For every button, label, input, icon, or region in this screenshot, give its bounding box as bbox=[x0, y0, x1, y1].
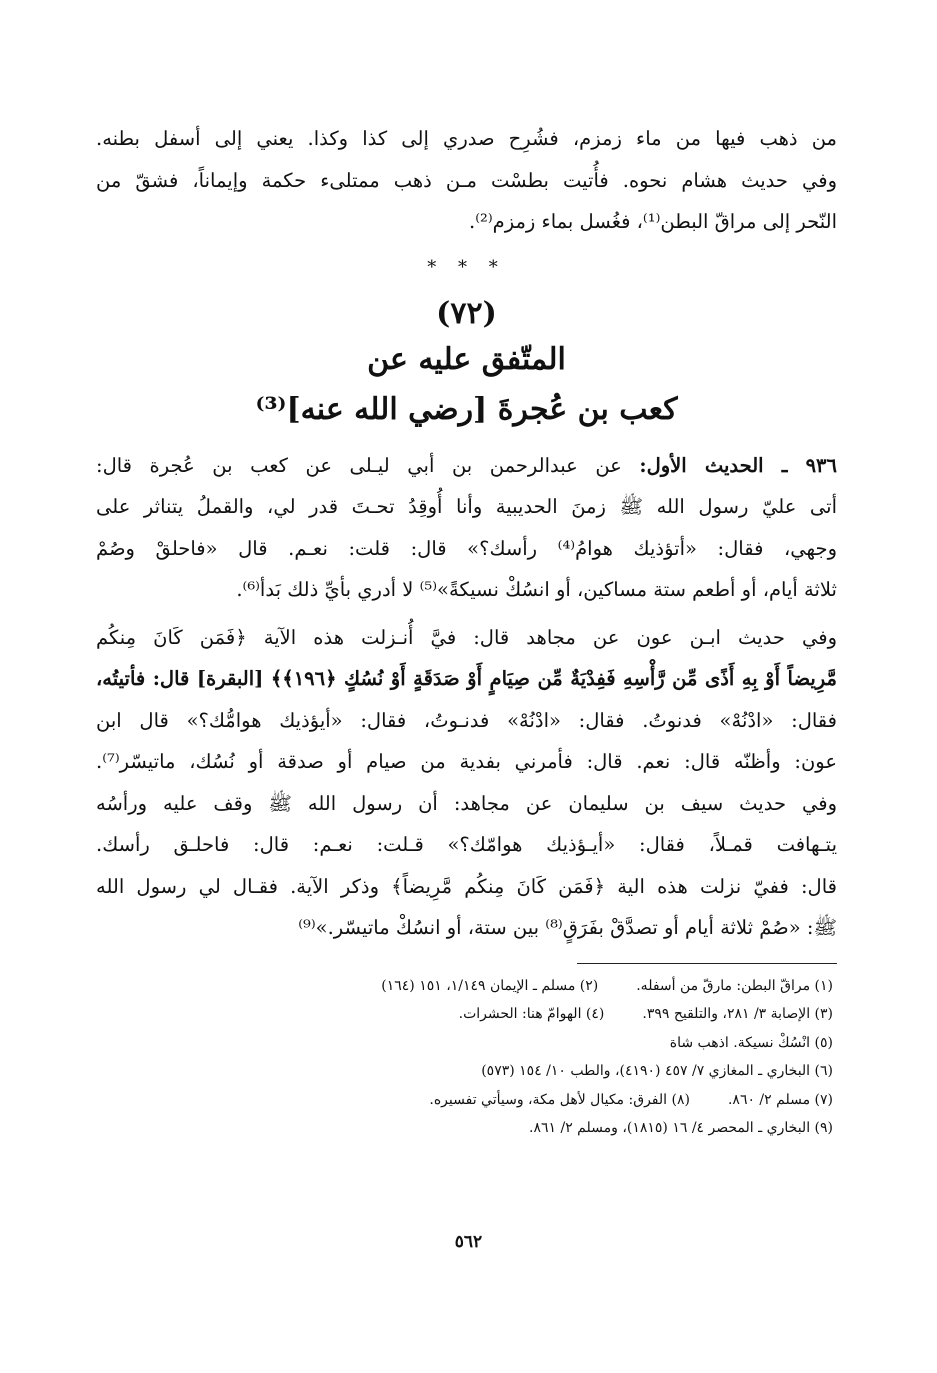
footnote: (٢) مسلم ـ الإيمان ١/١٤٩، ١٥١ (١٦٤) bbox=[381, 977, 599, 994]
intro-line: النّحر إلى مراقّ البطن⁽¹⁾، فغُسل بماء زمزم⁽²⁾. bbox=[469, 210, 837, 233]
footnote-row bbox=[96, 1000, 837, 1029]
hadith-line: وجهي، فقال: «أتؤذيك هوامُ⁽⁴⁾ رأسك؟» قال: قلت: نعـم. قال «فاحلقْ وصُمْ bbox=[96, 536, 837, 560]
intro-line: وفي حديث هشام نحوه. فأُتيت بطسْت مـن ذهب ممتلىء حكمة وإيماناً، فشقّ من bbox=[96, 168, 837, 192]
footnote: (٦) البخاري ـ المغازي ٧/ ٤٥٧ (٤١٩٠)، والطب ١٠/ ١٥٤ (٥٧٣) bbox=[481, 1063, 833, 1079]
intro-line: من ذهب فيها من ماء زمزم، فشُرِح صدري إلى كذا وكذا. يعني إلى أسفل بطنه. bbox=[96, 127, 837, 150]
footnote-divider bbox=[577, 963, 837, 964]
footnote: (١) مراقّ البطن: مارقّ من أسفله. bbox=[636, 977, 833, 994]
hadith-line: أتى عليّ رسول الله ﷺ زمنَ الحديبية وأنا أُوقِدُ تحـتَ قدر لي، والقملُ يتناثر على bbox=[96, 495, 837, 518]
narration-line: وفي حديث سيف بن سليمان عن مجاهد: أن رسول الله ﷺ وقف عليه ورأسُه bbox=[96, 791, 837, 815]
footnote: (٣) الإصابة ٣/ ٢٨١، والتلقيح ٣٩٩. bbox=[642, 1006, 833, 1022]
footnotes bbox=[96, 972, 837, 1143]
hadith-number-label: ٩٣٦ ـ الحديث الأول: bbox=[639, 453, 837, 477]
narration-line: مَّرِيضاً أَوْ بِهِ أَذًى مِّن رَّأْسِهِ فَفِدْيَةٌ مِّن صِيَامٍ أَوْ صَدَقَةٍ أَوْ نُسُكٍ ﴿١٩٦﴾﴾ [البقرة] قال: فأتيتُه، bbox=[96, 667, 837, 690]
narration-line: فقال: «ادْنُهْ» فدنوتُ. فقال: «ادْنُهْ» فدنـوتُ، فقال: «أيؤذيك هوامُّك؟» قال ابن bbox=[96, 708, 837, 732]
footnote: (٨) الفرق: مكيال لأهل مكة، وسيأتي تفسيره. bbox=[429, 1091, 690, 1108]
footnote: (٧) مسلم ٢/ ٨٦٠. bbox=[727, 1091, 833, 1108]
footnote-row bbox=[96, 972, 837, 1001]
footnote-row bbox=[96, 1057, 837, 1086]
chapter-number: (٧٢) bbox=[436, 295, 497, 331]
narration-line: ﷺ: «صُمْ ثلاثة أيام أو تصدَّقْ بفَرَقٍ⁽⁸⁾ بين ستة، أو انسُكْ ماتيسّر.»⁽⁹⁾ bbox=[298, 916, 837, 939]
hadith-line: ثلاثة أيام، أو أطعم ستة مساكين، أو انسُكْ نسيكةً»⁽⁵⁾ لا أدري بأيِّ ذلك بَدأ⁽⁶⁾. bbox=[236, 578, 837, 601]
narration-line: وفي حديث ابـن عون عن مجاهد قال: فيَّ أُنـزلت هذه الآية ﴿فَمَن كَانَ مِنكُم bbox=[96, 625, 837, 649]
narration-line: قال: ففيّ نزلت هذه الية ﴿فَمَن كَانَ مِنكُم مَّرِيضاً﴾ وذكر الآية. فقـال لي رسول الله bbox=[96, 874, 837, 898]
footnote: (٩) البخاري ـ المحصر ٤/ ١٦ (١٨١٥)، ومسلم ٢/ ٨٦١. bbox=[529, 1120, 833, 1136]
footnote-row bbox=[96, 1086, 837, 1115]
section-separator: * * * bbox=[427, 256, 506, 278]
narration-line: يتـهافت قمـلاً، فقال: «أيـؤذيك هوامّك؟» قـلت: نعـم: قال: فاحلـق رأسك. bbox=[96, 833, 837, 856]
narration-paragraph bbox=[96, 617, 837, 949]
chapter-subtitle: كعب بن عُجرةَ [رضي الله عنه]⁽³⁾ bbox=[255, 391, 678, 427]
hadith-line-text: عن عبدالرحمن بن أبي ليـلى عن كعب بن عُجرة قال: bbox=[96, 453, 640, 477]
intro-paragraph bbox=[96, 118, 837, 243]
footnote-row bbox=[96, 1029, 837, 1058]
footnote: (٥) انْسُكْ نسيكة. اذهب شاة bbox=[669, 1034, 833, 1051]
page-number: ٥٦٢ bbox=[454, 1232, 483, 1252]
hadith-paragraph bbox=[96, 445, 837, 611]
footnote-row bbox=[96, 1114, 837, 1143]
narration-line: عون: وأظنّه قال: نعم. قال: فأمرني بفدية من صيام أو صدقة أو نُسُك، ماتيسّر⁽⁷⁾. bbox=[96, 750, 837, 773]
hadith-line bbox=[96, 445, 837, 487]
chapter-title: المتّفق عليه عن bbox=[367, 341, 566, 377]
footnote: (٤) الهوامّ هنا: الحشرات. bbox=[458, 1006, 605, 1022]
